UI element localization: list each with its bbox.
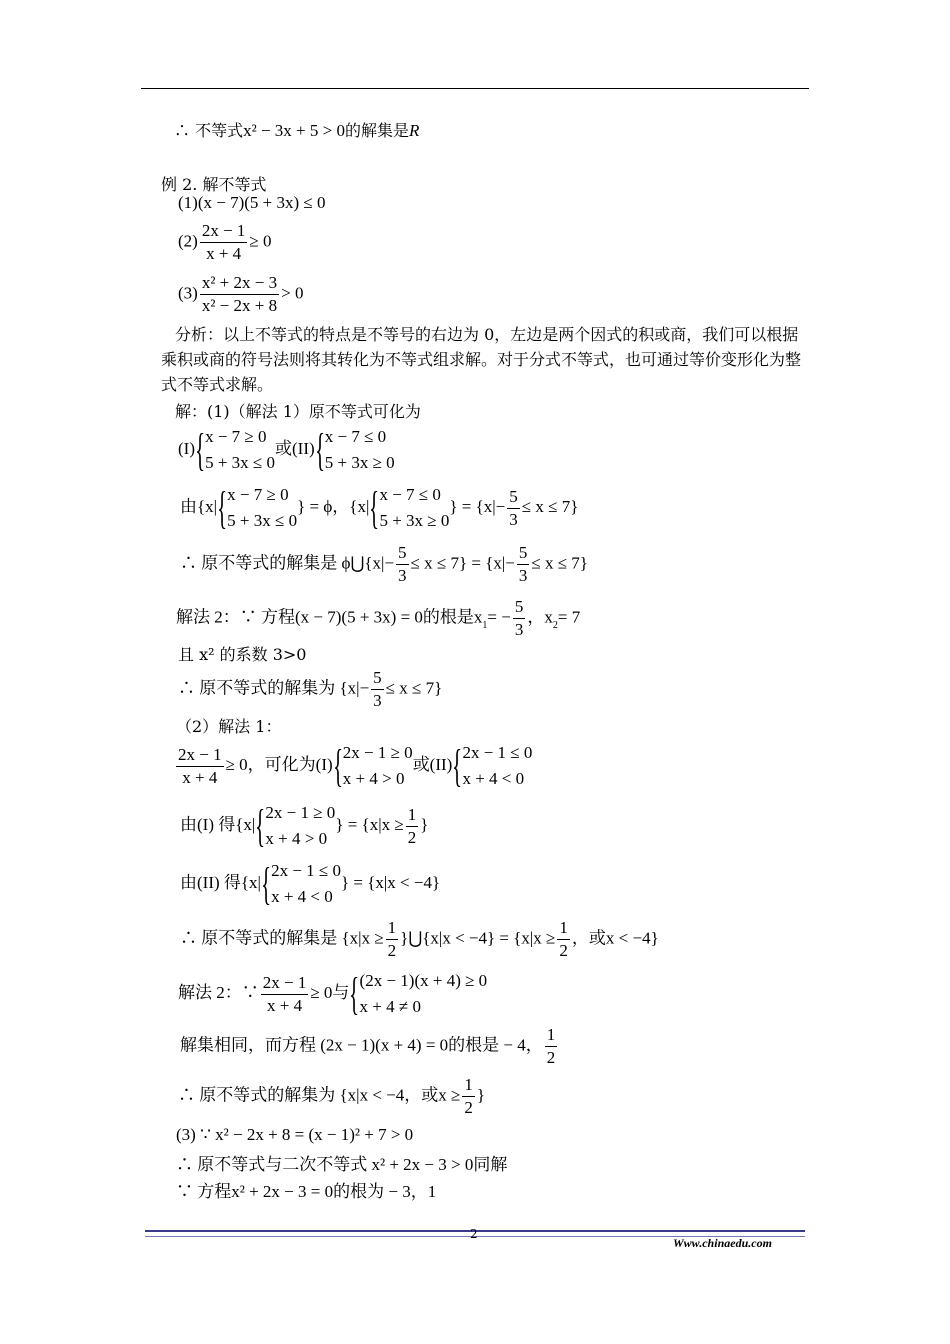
left-brace: { [255, 800, 266, 851]
text: ≥ 0，可化为(I) [225, 754, 333, 774]
text: ，或x < −4} [571, 928, 659, 948]
text: ≤ x ≤ 7} [521, 496, 579, 516]
solution-1-systems [178, 424, 395, 476]
math-inequality: x² − 3x + 5 > 0 [243, 121, 345, 140]
system [325, 424, 395, 476]
solution-2-heading: （2）解法 1： [176, 717, 282, 736]
eq: x + 4 > 0 [342, 769, 405, 788]
eq: x + 4 < 0 [462, 769, 525, 788]
eq: 5 + 3x ≤ 0 [227, 511, 298, 530]
text: 由(II) 得{x| [180, 872, 261, 892]
label: 或(II) [412, 754, 453, 774]
solution-1-conclusion [180, 543, 588, 586]
text: ≤ x ≤ 7} [531, 553, 588, 573]
text: } = {x|x < −4} [340, 872, 441, 892]
fraction [386, 918, 399, 961]
eq: x − 7 ≤ 0 [324, 427, 387, 446]
numerator: 2x − 1 [261, 973, 309, 995]
denominator: 3 [373, 691, 382, 710]
denominator: 3 [398, 566, 407, 585]
solution-2-systems [174, 740, 532, 792]
eq: 2x − 1 ≥ 0 [342, 743, 413, 762]
coefficient-note: 且 x² 的系数 3>0 [178, 645, 307, 664]
eq: 2x − 1 ≤ 0 [271, 861, 341, 880]
text: } = {x|x ≥ [335, 814, 404, 834]
text: ∴ 不等式 [174, 121, 244, 140]
problem-2 [178, 221, 272, 264]
fraction [406, 805, 419, 848]
eq: x − 7 ≥ 0 [205, 427, 267, 446]
subscript: 1 [482, 620, 488, 632]
label: (2) [178, 231, 198, 251]
relation: > 0 [281, 283, 304, 303]
left-brace: { [314, 424, 325, 475]
denominator: x² − 2x + 8 [201, 296, 278, 315]
fraction [545, 1025, 558, 1068]
eq: 5 + 3x ≥ 0 [379, 511, 450, 530]
text: ∴ 原不等式的解集是 ϕ⋃{x|− [180, 553, 395, 573]
denominator: x + 4 [182, 767, 218, 787]
solution-2-from-II [180, 858, 440, 910]
solution-2-same-set [180, 1025, 559, 1068]
example-title: 例 2. 解不等式 [161, 175, 267, 194]
denominator: 2 [407, 827, 417, 847]
text: } [420, 814, 429, 834]
eq: x + 4 ≠ 0 [359, 997, 421, 1016]
problem-3 [178, 273, 303, 316]
denominator: x + 4 [267, 995, 303, 1015]
system [343, 740, 413, 792]
numerator: x² + 2x − 3 [200, 273, 279, 295]
left-brace: { [195, 424, 206, 475]
fraction [557, 918, 570, 961]
solution-2-conclusion [180, 918, 659, 961]
left-brace: { [349, 968, 360, 1019]
denominator: 3 [509, 509, 518, 529]
text: ≤ x ≤ 7} = {x|− [410, 553, 515, 573]
left-brace: { [217, 482, 228, 533]
solution-2-from-I [180, 800, 428, 852]
text: 解法 2：∵ 方程(x − 7)(5 + 3x) = 0的根是x [176, 607, 483, 627]
text: = − [487, 607, 511, 627]
text: ≤ x ≤ 7} [385, 678, 443, 698]
eq: 2x − 1 ≤ 0 [462, 743, 533, 762]
denominator: 2 [387, 941, 397, 960]
eq: (2x − 1)(x + 4) ≥ 0 [359, 971, 488, 990]
relation: ≥ 0 [249, 231, 272, 251]
analysis-paragraph: 分析：以上不等式的特点是不等号的右边为 0，左边是两个因式的积或商，我们可以根据乘积或商的符号法则将其转化为不等式组求解。对于分式不等式，也可通过等价变形化为整式不等式求解。 [161, 325, 802, 394]
text: } = ϕ，{x| [297, 496, 370, 516]
numerator: 5 [517, 543, 530, 565]
eq: x − 7 ≥ 0 [227, 485, 289, 504]
label: 或(II) [275, 438, 315, 458]
text: 解集相同，而方程 (2x − 1)(x + 4) = 0的根是 − 4， [180, 1035, 543, 1055]
problem-1: (1)(x − 7)(5 + 3x) ≤ 0 [178, 193, 326, 212]
denominator: 3 [514, 620, 524, 639]
text: ，x [527, 607, 553, 627]
text: 由{x| [180, 496, 218, 516]
fraction [507, 487, 520, 530]
solution-2-method-2-conclusion [178, 1075, 485, 1118]
text: 的解集是 [344, 121, 409, 140]
header-rule [141, 88, 809, 89]
math-set: R [408, 121, 420, 140]
system [205, 424, 275, 476]
denominator: 2 [559, 941, 568, 960]
solution-1-method-2 [176, 597, 580, 640]
system [265, 800, 335, 852]
text: ∴ 原不等式的解集是 {x|x ≥ [180, 928, 384, 948]
denominator: 2 [464, 1098, 473, 1117]
text: 解法 2：∵ [178, 982, 259, 1002]
numerator: 5 [396, 543, 409, 565]
numerator: 2x − 1 [176, 745, 224, 767]
eq: x − 7 ≤ 0 [379, 485, 441, 504]
fraction [200, 221, 248, 264]
fraction [513, 597, 526, 640]
text: } = {x|− [449, 496, 506, 516]
text: = 7 [557, 607, 581, 627]
text: }⋃{x|x < −4} = {x|x ≥ [400, 928, 556, 948]
numerator: 1 [462, 1075, 475, 1097]
system [360, 968, 488, 1020]
system [227, 482, 297, 534]
text: ≥ 0与 [310, 982, 350, 1002]
eq: x + 4 < 0 [271, 887, 333, 906]
left-brace: { [261, 858, 271, 909]
left-brace: { [369, 482, 380, 533]
eq: 2x − 1 ≥ 0 [265, 803, 336, 822]
fraction [517, 543, 530, 586]
numerator: 5 [371, 668, 384, 690]
numerator: 5 [507, 487, 520, 509]
eq: x + 4 > 0 [265, 829, 328, 848]
numerator: 1 [557, 918, 570, 940]
text: ∴ 原不等式的解集为 {x|x < −4，或x ≥ [178, 1085, 461, 1105]
solution-1-sets [180, 482, 578, 534]
solution-3-line-2: ∴ 原不等式与二次不等式 x² + 2x − 3 > 0同解 [176, 1155, 508, 1174]
system [271, 858, 341, 910]
system [379, 482, 449, 534]
denominator: 2 [546, 1048, 556, 1067]
eq: 5 + 3x ≥ 0 [324, 453, 395, 472]
label: (3) [178, 283, 198, 303]
eq: 5 + 3x ≤ 0 [205, 453, 275, 472]
left-brace: { [332, 740, 343, 791]
solution-1-method-2-conclusion [178, 668, 442, 711]
system [462, 740, 532, 792]
numerator: 2x − 1 [200, 221, 248, 243]
subscript: 2 [552, 620, 558, 632]
denominator: x + 4 [206, 244, 242, 263]
numerator: 1 [545, 1025, 558, 1047]
fraction [261, 973, 309, 1016]
site-url: Www.chinaedu.com [673, 1236, 772, 1250]
fraction [200, 273, 279, 316]
fraction [371, 668, 384, 711]
text: 由(I) 得{x| [180, 814, 256, 834]
fraction [176, 745, 224, 788]
denominator: 3 [518, 566, 528, 585]
numerator: 5 [513, 597, 526, 619]
numerator: 1 [386, 918, 399, 940]
label: (I) [178, 438, 195, 458]
solution-3-line-1: (3) ∵ x² − 2x + 8 = (x − 1)² + 7 > 0 [176, 1125, 414, 1144]
fraction [396, 543, 409, 586]
fraction [462, 1075, 475, 1118]
solution-1-heading: 解：(1)（解法 1）原不等式可化为 [175, 402, 421, 421]
text: ∴ 原不等式的解集为 {x|− [178, 678, 370, 698]
solution-3-line-3: ∵ 方程x² + 2x − 3 = 0的根为 − 3，1 [176, 1182, 437, 1201]
numerator: 1 [406, 805, 419, 827]
solution-2-method-2 [178, 968, 487, 1020]
page-number: 2 [470, 1227, 478, 1241]
line-solution-set-r [174, 121, 419, 141]
left-brace: { [452, 740, 463, 791]
text: } [476, 1085, 485, 1105]
